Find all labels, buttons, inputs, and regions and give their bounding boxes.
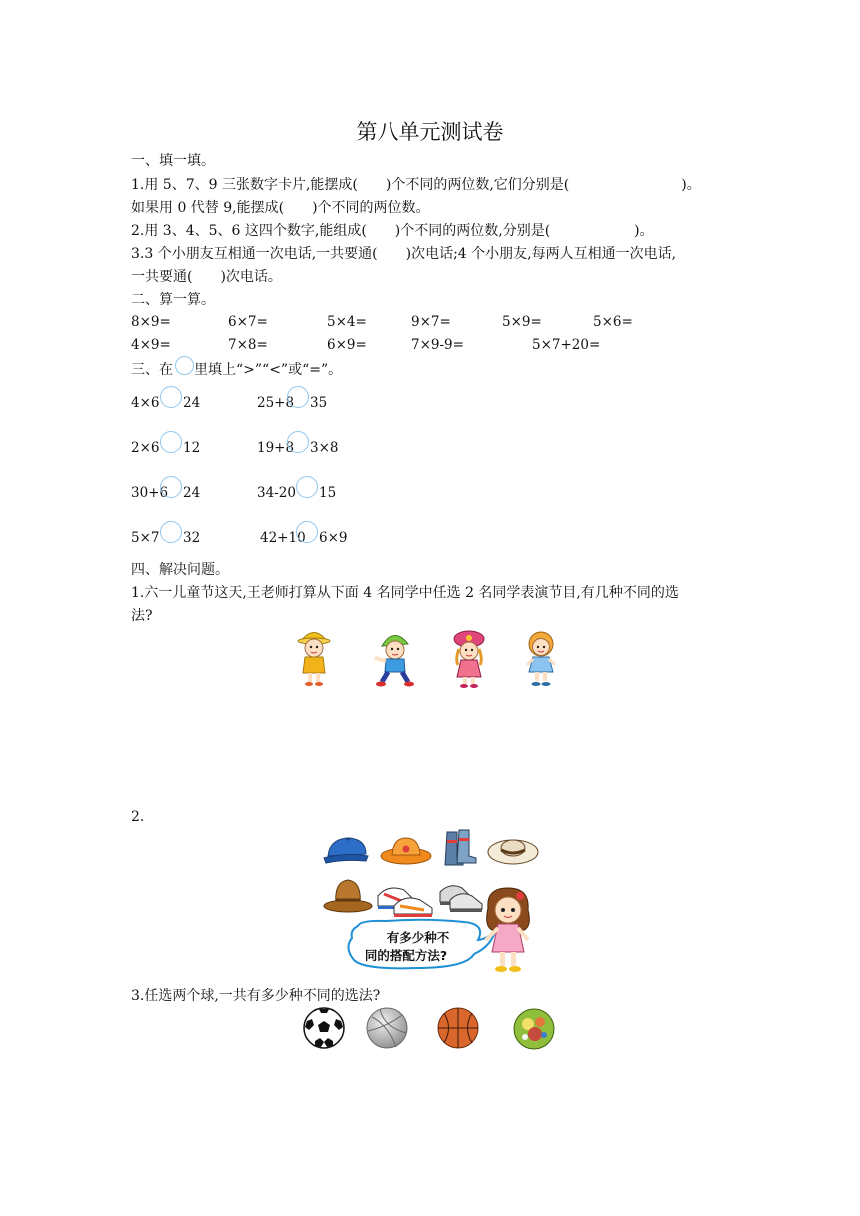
compare-right: 32: [183, 530, 201, 546]
compare-right: 3×8: [310, 440, 339, 456]
straw-hat-icon: [486, 832, 540, 868]
compare-left: 42+10: [260, 530, 306, 546]
calc-item: 7×8=: [228, 337, 268, 353]
child-blue-dress-illustration: [523, 628, 559, 688]
calc-item: 6×7=: [228, 314, 268, 330]
section-3-heading-post: 里填上“>”“<”或“=”。: [194, 362, 343, 378]
basketball-icon: [437, 1007, 479, 1049]
q1-1-line1: 1.用 5、7、9 三张数字卡片,能摆成( )个不同的两位数,它们分别是( )。: [131, 177, 701, 193]
bubble-line-1: 有多少种不: [386, 930, 450, 945]
compare-circle-example: [175, 356, 194, 375]
compare-circle[interactable]: [296, 521, 318, 543]
calc-item: 5×7+20=: [532, 337, 601, 353]
compare-circle[interactable]: [160, 476, 182, 498]
rain-boots-icon: [441, 828, 479, 868]
girl-illustration: [476, 884, 538, 976]
calc-item: 5×4=: [327, 314, 367, 330]
child-red-hat-illustration: [449, 627, 489, 689]
sneakers-icon: [374, 876, 436, 920]
calc-item: 4×9=: [131, 337, 171, 353]
compare-left: 25+8: [257, 395, 295, 411]
q4-3: 3.任选两个球,一共有多少种不同的选法?: [131, 988, 381, 1004]
bubble-line-2: 同的搭配方法?: [364, 948, 448, 963]
q1-3-line1: 3.3 个小朋友互相通一次电话,一共要通( )次电话;4 个小朋友,每两人互相通一次电话,: [131, 246, 677, 262]
compare-left: 4×6: [131, 395, 160, 411]
section-3-heading-pre: 三、在: [131, 362, 173, 378]
compare-circle[interactable]: [160, 386, 182, 408]
compare-right: 24: [183, 395, 201, 411]
section-1-heading: 一、填一填。: [131, 153, 215, 169]
blue-cap-icon: [322, 834, 372, 866]
q1-1-line2: 如果用 0 代替 9,能摆成( )个不同的两位数。: [131, 200, 430, 216]
compare-right: 12: [183, 440, 201, 456]
child-green-hat-illustration: [372, 628, 416, 688]
orange-hat-icon: [379, 834, 433, 866]
compare-left: 30+6: [131, 485, 169, 501]
compare-right: 15: [319, 485, 337, 501]
q4-1-line2: 法?: [131, 608, 153, 624]
compare-circle[interactable]: [160, 431, 182, 453]
decorated-ball-icon: [513, 1008, 555, 1050]
compare-right: 35: [310, 395, 328, 411]
compare-left: 19+8: [257, 440, 295, 456]
calc-item: 7×9-9=: [411, 337, 464, 353]
q1-3-line2: 一共要通( )次电话。: [131, 269, 282, 285]
calc-item: 8×9=: [131, 314, 171, 330]
compare-circle[interactable]: [287, 386, 309, 408]
calc-item: 6×9=: [327, 337, 367, 353]
calc-item: 5×9=: [502, 314, 542, 330]
speech-bubble: [346, 918, 496, 972]
q1-2: 2.用 3、4、5、6 这四个数字,能组成( )个不同的两位数,分别是( )。: [131, 223, 654, 239]
section-4-heading: 四、解决问题。: [131, 562, 229, 578]
soccer-ball-icon: [303, 1007, 345, 1049]
q4-1-line1: 1.六一儿童节这天,王老师打算从下面 4 名同学中任选 2 名同学表演节目,有几种不同的选: [131, 585, 679, 601]
compare-right: 6×9: [319, 530, 348, 546]
volleyball-icon: [366, 1007, 408, 1049]
compare-left: 5×7: [131, 530, 160, 546]
q4-2-label: 2.: [131, 809, 145, 825]
compare-left: 34-20: [257, 485, 296, 501]
compare-circle[interactable]: [287, 431, 309, 453]
compare-circle[interactable]: [160, 521, 182, 543]
calc-item: 9×7=: [411, 314, 451, 330]
section-2-heading: 二、算一算。: [131, 292, 215, 308]
compare-circle[interactable]: [296, 476, 318, 498]
child-yellow-hat-illustration: [296, 626, 332, 688]
compare-right: 24: [183, 485, 201, 501]
calc-item: 5×6=: [593, 314, 633, 330]
compare-left: 2×6: [131, 440, 160, 456]
page-title: 第八单元测试卷: [356, 120, 504, 144]
brown-hat-icon: [322, 876, 374, 916]
